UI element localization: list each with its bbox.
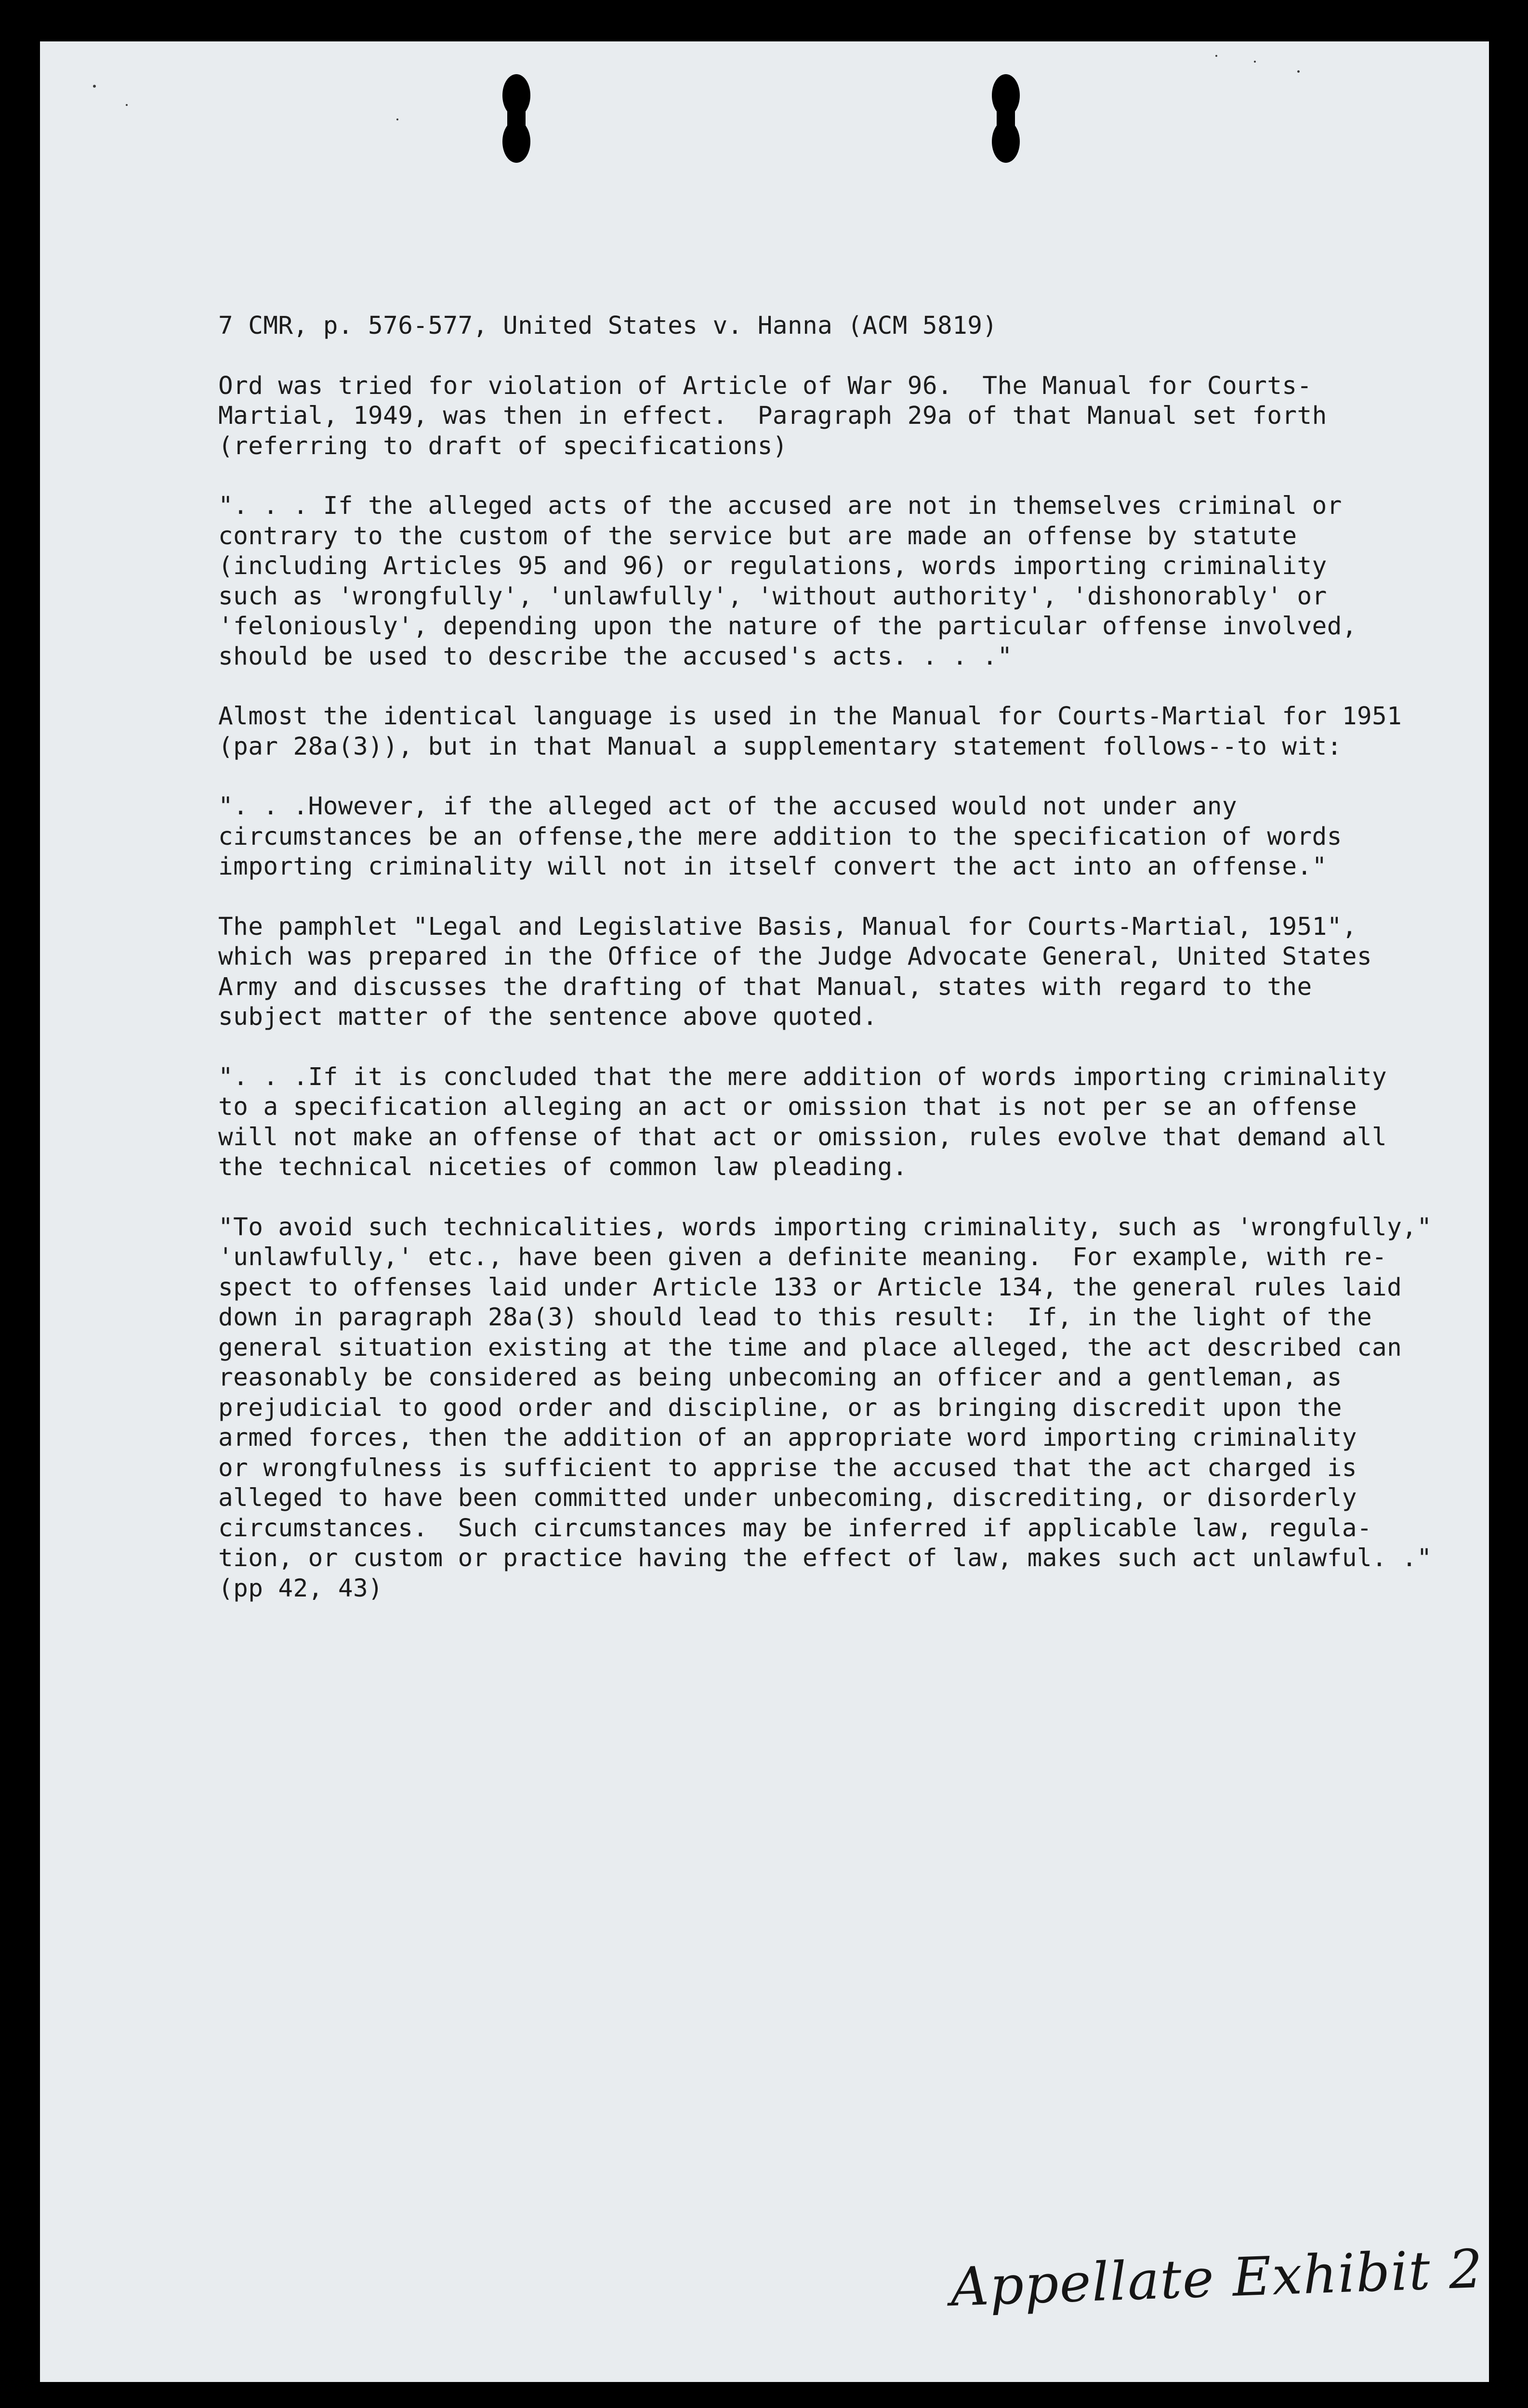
handwritten-exhibit-label: Appellate Exhibit 2 xyxy=(949,2238,1485,2318)
paragraph-manual-1951: Almost the identical language is used in the Manual for Courts-Martial for 1951 (par 28a(3)), but in that Manual a supplementary statement follows--to wit: xyxy=(218,702,1402,761)
paper-speck xyxy=(126,104,128,106)
document-page xyxy=(40,41,1489,2382)
paper-speck xyxy=(396,118,398,120)
quote-pamphlet-part-2: "To avoid such technicalities, words importing criminality, such as 'wrongfully," 'unlawfully,' etc., have been given a definite meaning. For example, with re- spect to offenses laid under Article 133 or Article 134, the general rules laid down in paragraph 28a(3) should lead to this result: If, in the light of the general situation existing at the time and place alleged, the act described can reasonably be considered as being unbecoming an officer and a gentleman, as prejudicial to good order and discipline, or as bringing discredit upon the armed forces, then the addition of an appropriate word importing criminality or wrongfulness is sufficient to apprise the accused that the act charged is alleged to have been committed under unbecoming, discrediting, or disorderly circumstances. Such circumstances may be inferred if applicable law, regula- tion, or custom or practice having the effect of law, makes such act unlawful. ." (pp 42, 43) xyxy=(218,1213,1432,1603)
quote-supplementary-statement: ". . .However, if the alleged act of the accused would not under any circumstances be an offense,the mere addition to the specification of words importing criminality will not in itself convert the act into an offense." xyxy=(218,792,1342,881)
paper-speck xyxy=(1297,70,1300,73)
case-citation-heading: 7 CMR, p. 576-577, United States v. Hanna (ACM 5819) xyxy=(218,312,998,340)
quote-manual-1949: ". . . If the alleged acts of the accused are not in themselves criminal or contrary to the custom of the service but are made an offense by statute (including Articles 95 and 96) or regulations, words importing criminality such as 'wrongfully', 'unlawfully', 'without authority', 'dishonorably' or 'feloniously', depending upon the nature of the particular offense involved, should be used to describe the accused's acts. . . ." xyxy=(218,492,1357,671)
paragraph-pamphlet: The pamphlet "Legal and Legislative Basis, Manual for Courts-Martial, 1951", which was prepared in the Office of the Judge Advocate General, United States Army and discusses the drafting of that Manual, states with regard to the subject matter of the sentence above quoted. xyxy=(218,912,1372,1031)
paper-speck xyxy=(93,85,96,88)
quote-pamphlet-part-1: ". . .If it is concluded that the mere addition of words importing criminality to a specification alleging an act or omission that is not per se an offense will not make an offense of that act or omission, rules evolve that demand all the technical niceties of common law pleading. xyxy=(218,1062,1387,1181)
binder-punch-hole-left xyxy=(501,70,531,167)
paper-speck xyxy=(1254,61,1256,63)
binder-punch-hole-right xyxy=(991,70,1021,167)
document-body xyxy=(218,311,1451,1634)
paragraph-background: Ord was tried for violation of Article of War 96. The Manual for Courts- Martial, 1949, was then in effect. Paragraph 29a of that Manual set forth (referring to draft of specifications) xyxy=(218,371,1327,460)
paper-speck xyxy=(1215,55,1217,57)
